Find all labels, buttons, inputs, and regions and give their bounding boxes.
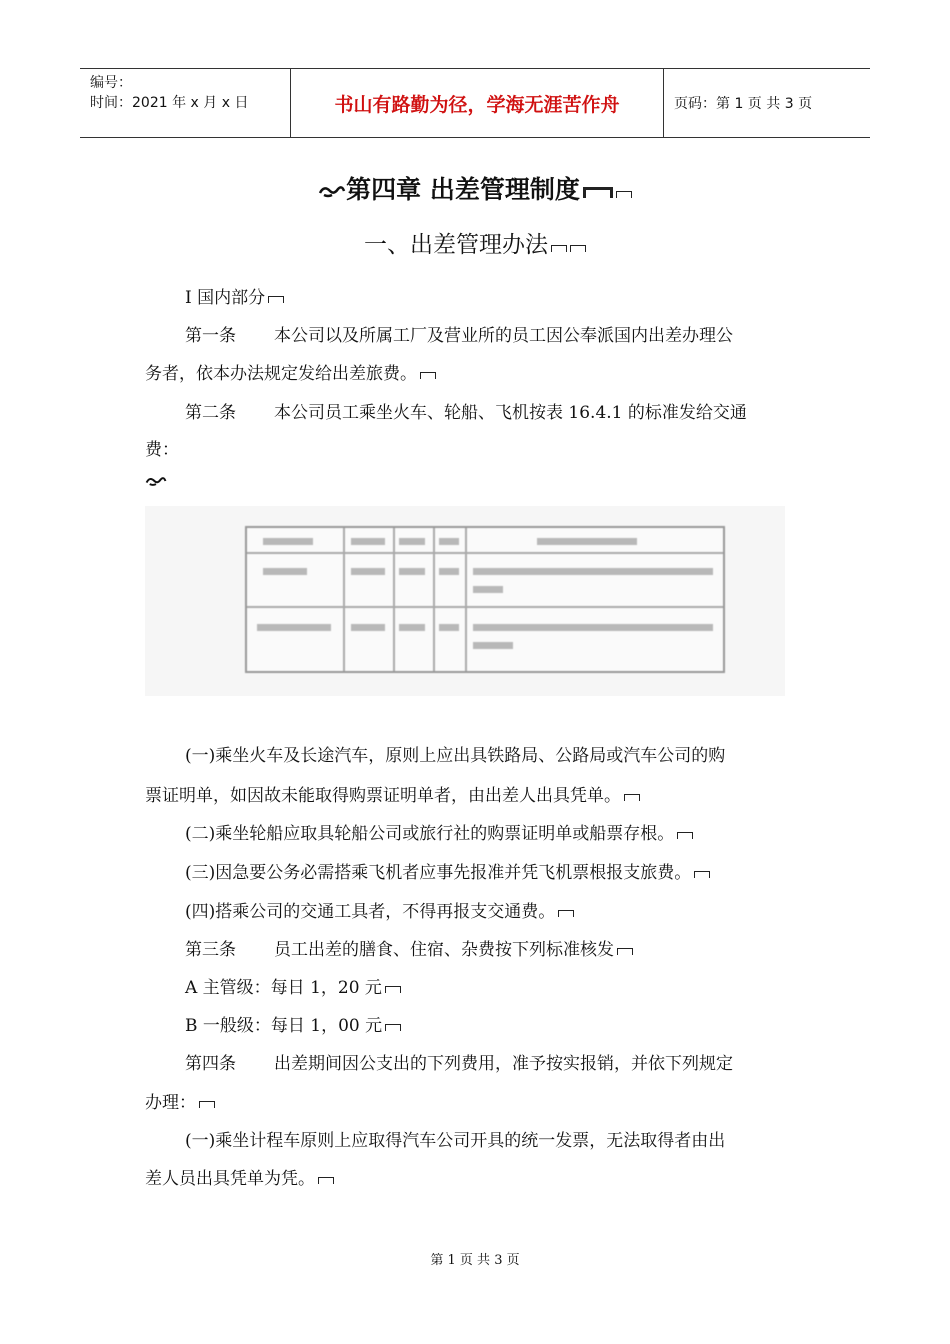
- article-4-item-1-cont: 差人员出具凭单为凭。: [145, 1169, 815, 1189]
- return-mark-icon: [551, 245, 567, 252]
- item-3: (三)因急要公务必需搭乘飞机者应事先报准并凭飞机票根报支旅费。: [185, 863, 855, 883]
- article-3: 第三条 员工出差的膳食、住宿、杂费按下列标准核发: [185, 940, 855, 960]
- article-label: 第二条: [185, 403, 236, 423]
- anchor-mark-icon: [145, 474, 167, 488]
- item-1: (一)乘坐火车及长途汽车，原则上应出具铁路局、公路局或汽车公司的购: [185, 746, 726, 766]
- return-mark-icon: [624, 794, 640, 801]
- time-label: 时间：2021 年 x 月 x 日: [90, 95, 249, 111]
- chapter-title: [0, 170, 950, 206]
- fare-table-picture: [245, 526, 725, 673]
- motto: 书山有路勤为径，学海无涯苦作舟: [291, 69, 664, 137]
- section-title: [0, 226, 950, 259]
- table-image: [145, 506, 785, 696]
- return-mark-icon: [616, 191, 632, 198]
- part-heading: Ⅰ 国内部分: [185, 288, 855, 308]
- article-label: 第四条: [185, 1054, 236, 1074]
- return-mark-icon: [199, 1101, 215, 1108]
- header-meta: [80, 69, 291, 137]
- return-mark-icon: [558, 910, 574, 917]
- return-mark-icon: [420, 372, 436, 379]
- article-1-cont: 务者，依本办法规定发给出差旅费。: [145, 364, 815, 384]
- grade-a: A 主管级：每日 1，20 元: [185, 978, 855, 998]
- item-4: (四)搭乘公司的交通工具者，不得再报支交通费。: [185, 902, 855, 922]
- article-4: 第四条 出差期间因公支出的下列费用，准予按实报销，并依下列规定: [185, 1054, 733, 1074]
- page-footer: 第 1 页 共 3 页: [430, 1253, 520, 1268]
- return-mark-icon: [677, 832, 693, 839]
- grade-b: B 一般级：每日 1，00 元: [185, 1016, 855, 1036]
- return-mark-icon: [583, 187, 613, 198]
- article-4-item-1: (一)乘坐计程车原则上应取得汽车公司开具的统一发票，无法取得者由出: [185, 1131, 726, 1151]
- item-1-cont: 票证明单，如因故未能取得购票证明单者，由出差人出具凭单。: [145, 786, 815, 806]
- item-2: (二)乘坐轮船应取具轮船公司或旅行社的购票证明单或船票存根。: [185, 824, 855, 844]
- anchor-mark-icon: [318, 183, 346, 199]
- anchor-mark-line: [145, 470, 815, 490]
- return-mark-icon: [318, 1177, 334, 1184]
- return-mark-icon: [385, 1024, 401, 1031]
- article-2: 第二条 本公司员工乘坐火车、轮船、飞机按表 16.4.1 的标准发给交通: [185, 403, 747, 423]
- chapter-text: 第四章 出差管理制度: [346, 175, 580, 204]
- article-4-cont: 办理：: [145, 1093, 815, 1113]
- number-label: 编号：: [90, 75, 132, 91]
- header-table: [80, 68, 870, 138]
- article-1: 第一条 本公司以及所属工厂及营业所的员工因公奉派国内出差办理公: [185, 326, 733, 346]
- page-label: 页码：第 1 页 共 3 页: [674, 96, 813, 112]
- article-label: 第一条: [185, 326, 236, 346]
- return-mark-icon: [694, 871, 710, 878]
- return-mark-icon: [617, 948, 633, 955]
- article-label: 第三条: [185, 940, 236, 960]
- return-mark-icon: [268, 296, 284, 303]
- return-mark-icon: [570, 245, 586, 252]
- section-text: 一、出差管理办法: [364, 232, 548, 258]
- return-mark-icon: [385, 986, 401, 993]
- article-2-cont: 费：: [145, 440, 179, 460]
